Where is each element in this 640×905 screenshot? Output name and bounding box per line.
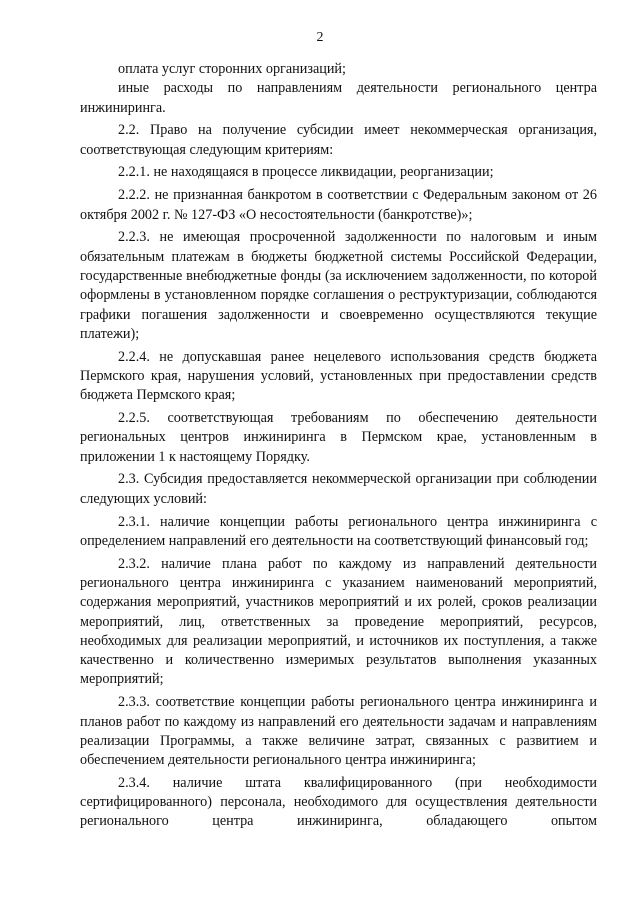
paragraph-other-expenses: иные расходы по направлениям деятельности регионального центра инжиниринга. — [80, 80, 597, 116]
paragraph-2-3-1: 2.3.1. наличие концепции работы регионального центра инжиниринга с определением направлений его деятельности на соответствующий финансовый год; — [80, 513, 597, 549]
paragraph-2-3-3: 2.3.3. соответствие концепции работы регионального центра инжиниринга и планов работ по каждому из направлений его деятельности задачам и направлениям реализации Программы, а также величине затрат, связанных с развитием и обеспечением деятельности регионального центра инжиниринга; — [80, 694, 597, 769]
paragraph-2-2-2: 2.2.2. не признанная банкротом в соответствии с Федеральным законом от 26 октября 2002 г. № 127-ФЗ «О несостоятельности (банкротстве)»; — [80, 187, 597, 223]
paragraph-2-2-3: 2.2.3. не имеющая просроченной задолженности по налоговым и иным обязательным платежам в бюджеты бюджетной системы Российской Федерации, государственные внебюджетные фонды (за исключением задолженности, по которой оформлены в установленном порядке соглашения о реструктуризации, соблюдаются графики погашения задолженности и своевременно осуществляются текущие платежи); — [80, 229, 597, 342]
paragraph-2-2-1: 2.2.1. не находящаяся в процессе ликвидации, реорганизации; — [118, 164, 494, 181]
paragraph-2-3-4: 2.3.4. наличие штата квалифицированного (при необходимости сертифицированного) персонала, необходимого для осуществления деятельности регионального центра инжиниринга, обладающего опытом — [80, 774, 597, 830]
paragraph-2-2-4: 2.2.4. не допускавшая ранее нецелевого использования средств бюджета Пермского края, нарушения условий, установленных при предоставлении средств бюджета Пермского края; — [80, 348, 597, 404]
paragraph-2-3-2: 2.3.2. наличие плана работ по каждому из направлений деятельности регионального центра инжиниринга с указанием наименований мероприятий, содержания мероприятий, участников мероприятий и их ролей, сроков реализации мероприятий, лиц, ответственных за проведение мероприятий, ресурсов, необходимых для реализации мероприятий, и источников их поступления, а также качественно и количественно измеримых результатов выполнения указанных мероприятий; — [80, 555, 597, 688]
paragraph-2-3: 2.3. Субсидия предоставляется некоммерческой организации при соблюдении следующих условий: — [80, 471, 597, 507]
page-number: 2 — [316, 30, 324, 45]
document-body — [80, 60, 597, 832]
paragraph-payment-services: оплата услуг сторонних организаций; — [118, 61, 346, 77]
paragraph-2-2-5: 2.2.5. соответствующая требованиям по обеспечению деятельности региональных центров инжиниринга в Пермском крае, установленным в приложении 1 к настоящему Порядку. — [80, 410, 597, 465]
paragraph-2-2: 2.2. Право на получение субсидии имеет некоммерческая организация, соответствующая следующим критериям: — [80, 122, 597, 158]
